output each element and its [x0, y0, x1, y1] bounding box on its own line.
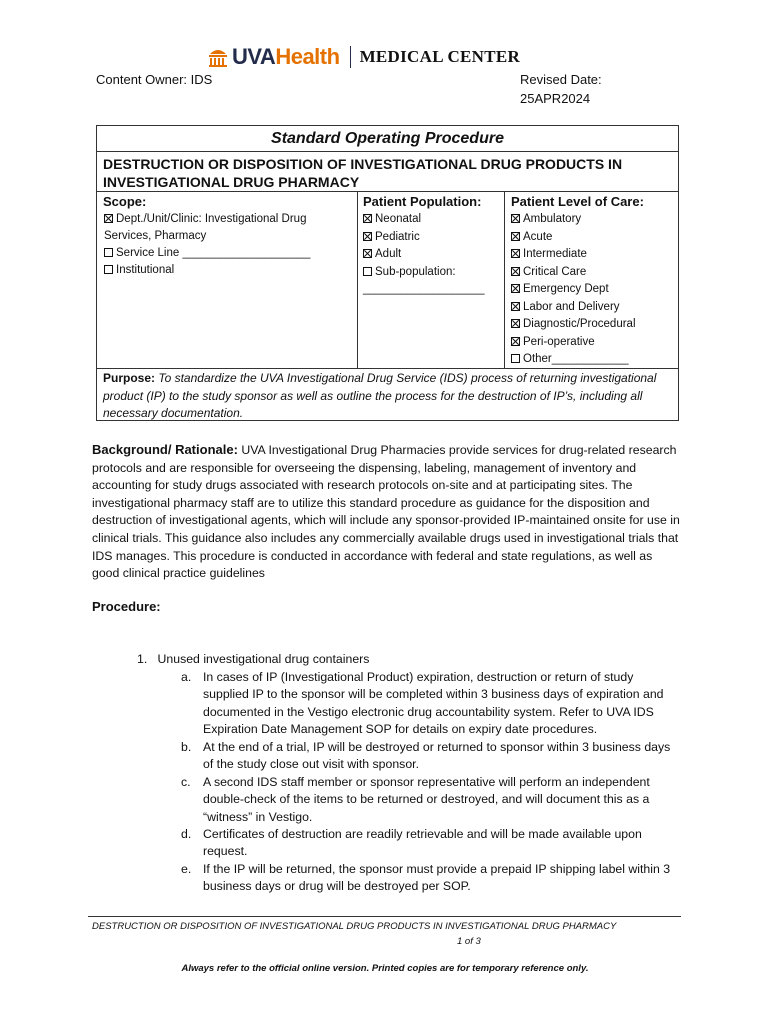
- substep-letter: c.: [181, 775, 191, 789]
- population-item-adult: Adult: [363, 246, 401, 263]
- substep-text: In cases of IP (Investigational Product) expiration, destruction or return of study supplied IP to the sponsor will be completed within 3 business days of expiration and documented in the Vestigo electronic drug accountability system. Refer to UVA IDS Expiration Date Management SOP for details on expiry date procedures.: [203, 670, 664, 737]
- substep-text: A second IDS staff member or sponsor representative will perform an independent double-check of the items to be returned or destroyed, and will document this as a “witness” in Vestigo.: [203, 775, 650, 824]
- checkbox-empty-icon: [104, 248, 113, 257]
- footer-note: Always refer to the official online version. Printed copies are for temporary reference only.: [181, 963, 589, 974]
- substep-letter: e.: [181, 862, 192, 876]
- logo-unit-text: MEDICAL CENTER: [359, 47, 521, 66]
- population-item-pediatric: Pediatric: [363, 229, 420, 246]
- checkbox-checked-icon: [511, 249, 520, 258]
- checkbox-checked-icon: [511, 319, 520, 328]
- care-item-labor: Labor and Delivery: [511, 299, 620, 316]
- substep-letter: b.: [181, 740, 192, 754]
- scope-item-service-line: Service Line ____________________: [104, 245, 310, 262]
- sop-title: DESTRUCTION OR DISPOSITION OF INVESTIGATIONAL DRUG PRODUCTS IN INVESTIGATIONAL DRUG PHARMACY: [103, 156, 623, 190]
- logo-health-text: Health: [275, 44, 340, 69]
- checkbox-checked-icon: [511, 337, 520, 346]
- procedure-heading: Procedure:: [92, 599, 161, 614]
- level-of-care-heading: Patient Level of Care:: [511, 194, 644, 209]
- procedure-substep: [181, 739, 671, 774]
- scope-item-dept: Dept./Unit/Clinic: Investigational Drug: [104, 211, 306, 228]
- background-section: [92, 441, 682, 583]
- scope-heading: Scope:: [103, 194, 147, 209]
- scope-item-institutional: Institutional: [104, 262, 174, 279]
- procedure-substep: [181, 774, 671, 826]
- checkbox-checked-icon: [363, 214, 372, 223]
- revised-date-label: Revised Date:: [520, 72, 602, 87]
- table-divider: [97, 191, 678, 192]
- care-item-ambulatory: Ambulatory: [511, 211, 581, 228]
- checkbox-empty-icon: [104, 265, 113, 274]
- page-number: 1 of 3: [457, 936, 481, 947]
- population-item-neonatal: Neonatal: [363, 211, 421, 228]
- step-number: 1.: [137, 652, 148, 666]
- rotunda-icon: [208, 46, 228, 68]
- background-label: Background/ Rationale:: [92, 442, 238, 457]
- purpose-label: Purpose:: [103, 371, 156, 385]
- substep-letter: a.: [181, 670, 192, 684]
- checkbox-checked-icon: [104, 214, 113, 223]
- population-item-sub: Sub-population:: [363, 264, 456, 281]
- care-item-acute: Acute: [511, 229, 552, 246]
- purpose-section: [103, 370, 673, 423]
- footer-rule: [88, 916, 681, 917]
- uva-health-logo: [208, 44, 520, 70]
- background-text: UVA Investigational Drug Pharmacies provide services for drug-related research protocols and are responsible for overseeing the dispensing, labeling, management of inventory and accounting for study drugs associated with research protocols on-site and at participating sites. The investigational pharmacy staff are to utilize this standard procedure as guidance for the disposition and destruction of investigational agents, which will include any sponsor-provided IP-maintained onsite for use in clinical trials. This guidance also includes any commercially available drugs used in investigational trials that IDS manages. This procedure is conducted in accordance with federal and state regulations, as well as good clinical practice guidelines: [92, 443, 680, 581]
- footer-title: DESTRUCTION OR DISPOSITION OF INVESTIGATIONAL DRUG PRODUCTS IN INVESTIGATIONAL DRUG PHARMACY: [92, 921, 617, 932]
- procedure-substep: [181, 861, 671, 896]
- care-item-emergency: Emergency Dept: [511, 281, 609, 298]
- procedure-step: [137, 652, 369, 666]
- content-owner: Content Owner: IDS: [96, 72, 213, 87]
- checkbox-checked-icon: [511, 214, 520, 223]
- substep-letter: d.: [181, 827, 192, 841]
- procedure-substep: [181, 669, 671, 739]
- sop-heading: Standard Operating Procedure: [271, 130, 504, 147]
- checkbox-checked-icon: [511, 267, 520, 276]
- checkbox-empty-icon: [511, 354, 520, 363]
- table-divider: [97, 151, 678, 152]
- step-label: Unused investigational drug containers: [157, 652, 370, 666]
- substep-text: If the IP will be returned, the sponsor must provide a prepaid IP shipping label within 3 business days or drug will be destroyed per SOP.: [203, 862, 671, 894]
- care-item-critical: Critical Care: [511, 264, 586, 281]
- checkbox-checked-icon: [363, 232, 372, 241]
- logo-divider: [350, 46, 351, 68]
- substep-text: Certificates of destruction are readily retrievable and will be made available upon request.: [203, 827, 642, 859]
- care-item-intermediate: Intermediate: [511, 246, 587, 263]
- column-divider: [504, 191, 505, 368]
- scope-item-dept-cont: Services, Pharmacy: [104, 230, 207, 242]
- column-divider: [357, 191, 358, 368]
- checkbox-checked-icon: [511, 302, 520, 311]
- purpose-text: To standardize the UVA Investigational Drug Service (IDS) process of returning investigational product (IP) to the study sponsor as well as outline the process for the destruction of IP’s, including all necessary documentation.: [103, 371, 657, 420]
- care-item-other: Other____________: [511, 351, 629, 368]
- checkbox-checked-icon: [511, 232, 520, 241]
- checkbox-checked-icon: [363, 249, 372, 258]
- population-item-sub-blank: ___________________: [363, 283, 485, 295]
- logo-uva-text: UVA: [232, 44, 276, 69]
- checkbox-empty-icon: [363, 267, 372, 276]
- care-item-perioperative: Peri-operative: [511, 334, 595, 351]
- table-divider: [97, 368, 678, 369]
- patient-population-heading: Patient Population:: [363, 194, 482, 209]
- revised-date-value: 25APR2024: [520, 91, 591, 106]
- substep-text: At the end of a trial, IP will be destroyed or returned to sponsor within 3 business days of the study close out visit with sponsor.: [203, 740, 671, 772]
- care-item-diagnostic: Diagnostic/Procedural: [511, 316, 636, 333]
- checkbox-checked-icon: [511, 284, 520, 293]
- sop-info-table: [96, 125, 679, 421]
- procedure-substep: [181, 826, 671, 861]
